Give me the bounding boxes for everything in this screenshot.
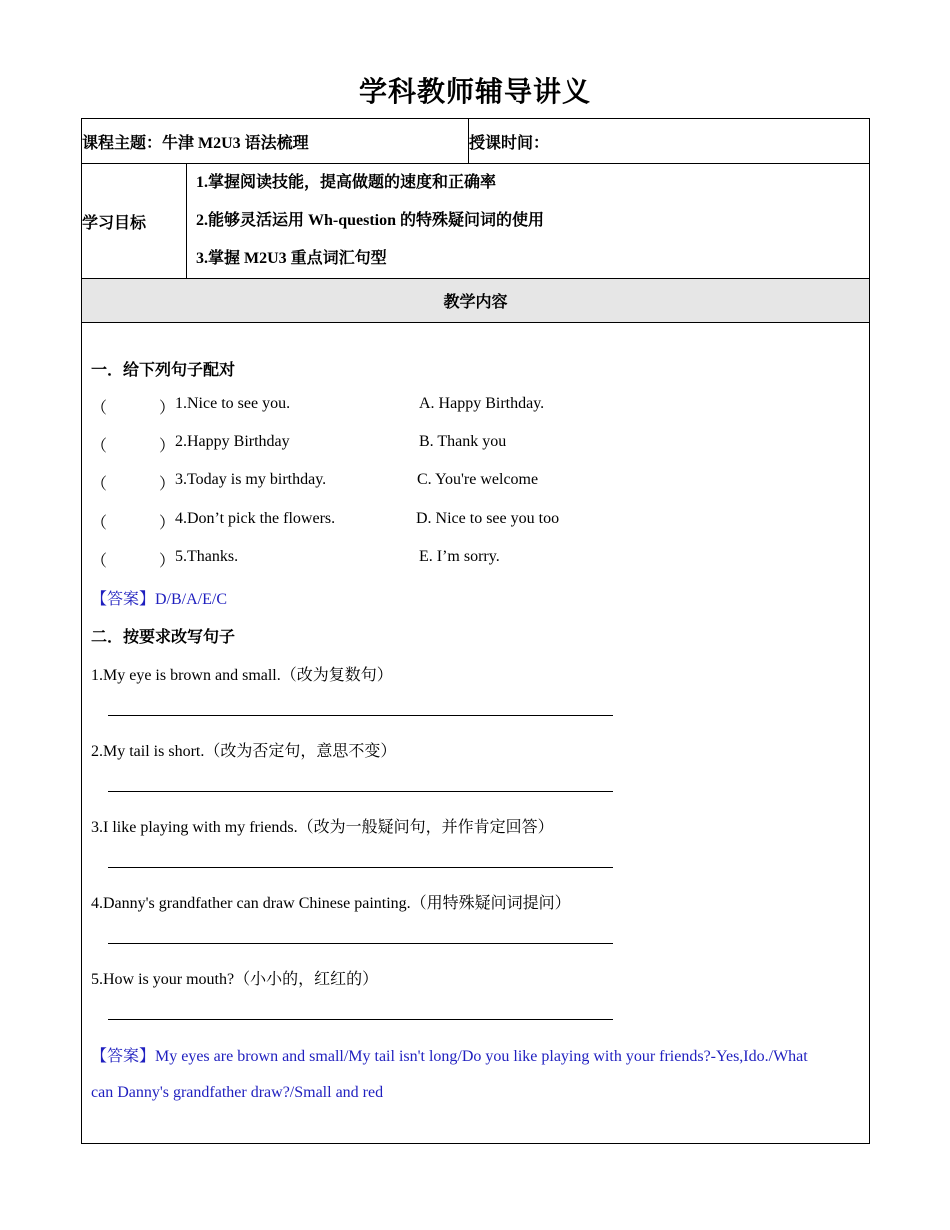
match-option: B. Thank you (419, 433, 507, 450)
part1-answer: 【答案】D/B/A/E/C (91, 591, 228, 608)
answer-blank-close: ） (159, 515, 176, 532)
match-option: A. Happy Birthday. (419, 395, 545, 412)
answer-blank-open: （ (91, 438, 108, 455)
section-header: 教学内容 (82, 279, 870, 323)
match-question: 4.Don’t pick the flowers. (175, 510, 336, 527)
match-row (91, 510, 851, 532)
match-question: 1.Nice to see you. (175, 395, 291, 412)
goals-list (187, 164, 870, 279)
answer-line (108, 791, 613, 792)
rewrite-question: 4.Danny's grandfather can draw Chinese painting.（用特殊疑问词提问） (91, 895, 571, 912)
answer-line (108, 1019, 613, 1020)
answer-blank-open: （ (91, 553, 108, 570)
answer-line (108, 715, 613, 716)
match-question: 5.Thanks. (175, 548, 239, 565)
answer-blank-close: ） (159, 553, 176, 570)
match-option: D. Nice to see you too (416, 510, 560, 527)
page-title: 学科教师辅导讲义 (358, 77, 591, 108)
part2-answer-line2: can Danny's grandfather draw?/Small and red (91, 1084, 384, 1101)
goal-item: 2.能够灵活运用 Wh-question 的特殊疑问词的使用 (196, 212, 545, 229)
answer-line (108, 943, 613, 944)
goal-item: 3.掌握 M2U3 重点词汇句型 (196, 250, 387, 267)
answer-blank-close: ） (159, 400, 176, 417)
rewrite-question: 5.How is your mouth?（小小的，红红的） (91, 971, 379, 988)
content-cell (82, 323, 870, 1144)
match-row (91, 433, 851, 455)
match-question: 3.Today is my birthday. (175, 471, 327, 488)
lesson-table (81, 118, 870, 1144)
answer-blank-open: （ (91, 400, 108, 417)
goal-item: 1.掌握阅读技能，提高做题的速度和正确率 (196, 174, 497, 191)
answer-line (108, 867, 613, 868)
answer-blank-close: ） (159, 476, 176, 493)
part2-answer-line1: 【答案】My eyes are brown and small/My tail isn't long/Do you like playing with your friends?-Yes,Ido./What (91, 1048, 808, 1065)
answer-blank-open: （ (91, 515, 108, 532)
part1-heading: 一．给下列句子配对 (91, 362, 236, 379)
time-cell: 授课时间： (469, 119, 870, 164)
match-option: C. You're welcome (417, 471, 539, 488)
topic-cell: 课程主题：牛津 M2U3 语法梳理 (82, 119, 469, 164)
rewrite-question: 1.My eye is brown and small.（改为复数句） (91, 667, 393, 684)
goals-label: 学习目标 (82, 164, 187, 279)
answer-blank-open: （ (91, 476, 108, 493)
answer-blank-close: ） (159, 438, 176, 455)
match-row (91, 548, 851, 570)
part2-heading: 二．按要求改写句子 (91, 629, 236, 646)
rewrite-question: 2.My tail is short.（改为否定句，意思不变） (91, 743, 397, 760)
match-option: E. I’m sorry. (419, 548, 500, 565)
match-row (91, 471, 851, 493)
match-row (91, 395, 851, 417)
match-question: 2.Happy Birthday (175, 433, 290, 450)
rewrite-question: 3.I like playing with my friends.（改为一般疑问句，并作肯定回答） (91, 819, 554, 836)
